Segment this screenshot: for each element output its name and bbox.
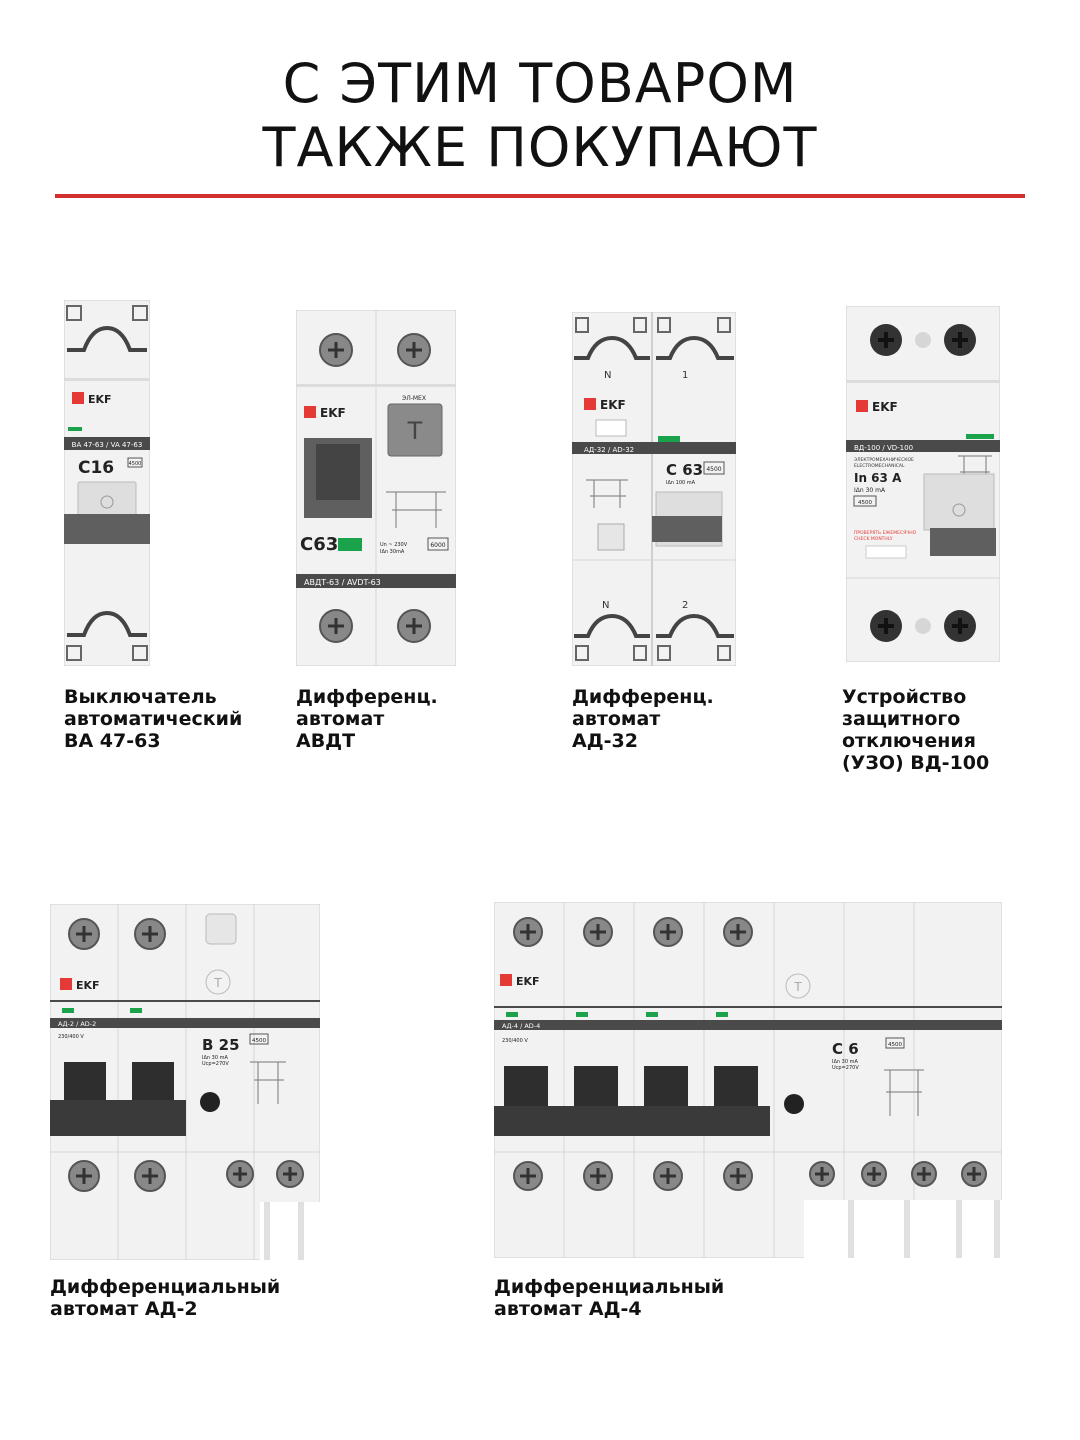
product-title-line: защитного bbox=[842, 708, 961, 730]
product-title-line: автомат bbox=[572, 708, 661, 730]
test-button[interactable]: T bbox=[794, 980, 802, 994]
brand-logo: EKF bbox=[516, 975, 540, 988]
brand-logo: EKF bbox=[600, 398, 626, 412]
brand-logo: EKF bbox=[88, 393, 112, 406]
product-title-line: автомат АД-4 bbox=[494, 1298, 642, 1320]
product-image-avdt[interactable] bbox=[296, 310, 456, 666]
product-card-va-47-63[interactable] bbox=[64, 300, 150, 666]
leakage-label: IΔn 30 mA bbox=[832, 1059, 858, 1065]
rating-label: С63 bbox=[300, 534, 339, 555]
rating-label: С16 bbox=[78, 458, 115, 478]
capacity-badge: 4500 bbox=[858, 500, 872, 506]
screw-terminal-icon bbox=[398, 334, 430, 366]
title-line-2: ТАКЖЕ ПОКУПАЮТ bbox=[262, 116, 818, 179]
rating-label: C 63 bbox=[666, 461, 704, 479]
test-button[interactable]: T bbox=[407, 417, 423, 445]
screw-terminal-icon bbox=[398, 610, 430, 642]
type-label: ЭЛ-МЕХ bbox=[402, 395, 426, 402]
warning-label-en: CHECK MONTHLY bbox=[854, 537, 893, 542]
voltage-cp-label: Ucp=270V bbox=[202, 1061, 229, 1067]
screw-terminal-icon bbox=[912, 1162, 936, 1186]
voltage-cp-label: Ucp=270V bbox=[832, 1065, 859, 1071]
type-label-en: ELECTROMECHANICAL bbox=[854, 464, 905, 469]
product-title-line: Выключатель bbox=[64, 686, 217, 708]
title-line-1: С ЭТИМ ТОВАРОМ bbox=[282, 52, 798, 115]
screw-terminal-icon bbox=[135, 919, 165, 949]
product-title-line: Устройство bbox=[842, 686, 967, 708]
product-image-ad-4[interactable] bbox=[494, 902, 1002, 1258]
warning-label-ru: ПРОВЕРЯТЬ ЕЖЕМЕСЯЧНО bbox=[854, 531, 917, 536]
product-title-line: отключения bbox=[842, 730, 976, 752]
brand-logo: EKF bbox=[320, 406, 346, 420]
product-card-ad-4[interactable] bbox=[494, 902, 1002, 1258]
product-image-vd-100[interactable] bbox=[846, 306, 1000, 662]
screw-terminal-icon bbox=[654, 1162, 682, 1190]
model-label: АД-32 / AD-32 bbox=[584, 446, 635, 454]
capacity-badge: 4500 bbox=[706, 466, 722, 473]
product-title-ad-2[interactable] bbox=[50, 1276, 280, 1320]
model-label: ВД-100 / VD-100 bbox=[854, 444, 914, 452]
product-title-ad-32[interactable] bbox=[572, 686, 714, 752]
product-title-line: ВА 47-63 bbox=[64, 730, 161, 752]
product-title-vd-100[interactable] bbox=[842, 686, 989, 774]
terminal-label: 2 bbox=[682, 600, 689, 611]
screw-terminal-icon bbox=[944, 610, 976, 642]
product-card-ad-32[interactable] bbox=[572, 312, 736, 666]
screw-terminal-icon bbox=[810, 1162, 834, 1186]
product-title-ad-4[interactable] bbox=[494, 1276, 724, 1320]
voltage-label: 230/400 V bbox=[58, 1034, 84, 1040]
leakage-label: IΔn 30 mA bbox=[854, 487, 886, 494]
screw-terminal-icon bbox=[320, 610, 352, 642]
product-title-line: автоматический bbox=[64, 708, 243, 730]
capacity-badge: 6000 bbox=[430, 542, 446, 549]
screw-terminal-icon bbox=[514, 918, 542, 946]
screw-terminal-icon bbox=[69, 919, 99, 949]
product-title-line: АД-32 bbox=[572, 730, 638, 752]
product-title-line: Дифференциальный bbox=[494, 1276, 725, 1298]
leakage-label: IΔn 100 mA bbox=[666, 480, 696, 486]
rating-label: B 25 bbox=[202, 1036, 240, 1054]
screw-terminal-icon bbox=[227, 1161, 253, 1187]
screw-terminal-icon bbox=[962, 1162, 986, 1186]
screw-terminal-icon bbox=[870, 324, 902, 356]
product-title-va-47-63[interactable] bbox=[64, 686, 242, 752]
voltage-label: 230/400 V bbox=[502, 1038, 528, 1044]
product-card-vd-100[interactable] bbox=[846, 306, 1000, 662]
screw-terminal-icon bbox=[862, 1162, 886, 1186]
capacity-badge: 4500 bbox=[128, 461, 142, 467]
voltage-label: Un ~ 230V bbox=[380, 542, 408, 548]
product-image-va-47-63[interactable] bbox=[64, 300, 150, 666]
screw-terminal-icon bbox=[584, 918, 612, 946]
product-image-ad-32[interactable] bbox=[572, 312, 736, 666]
model-label: АВДТ-63 / AVDT-63 bbox=[304, 578, 381, 587]
product-image-ad-2[interactable] bbox=[50, 904, 320, 1260]
capacity-badge: 4500 bbox=[888, 1042, 902, 1048]
title-divider bbox=[55, 194, 1025, 198]
test-button[interactable]: T bbox=[214, 976, 222, 990]
brand-logo: EKF bbox=[76, 979, 100, 992]
screw-terminal-icon bbox=[654, 918, 682, 946]
model-label: ВА 47-63 / VA 47-63 bbox=[71, 441, 143, 449]
product-title-avdt[interactable] bbox=[296, 686, 438, 752]
product-title-line: автомат АД-2 bbox=[50, 1298, 198, 1320]
terminal-label: N bbox=[604, 370, 612, 381]
product-title-line: АВДТ bbox=[296, 730, 356, 752]
product-title-line: Дифференц. bbox=[572, 686, 714, 708]
model-label: АД-4 / AD-4 bbox=[502, 1022, 541, 1030]
screw-terminal-icon bbox=[277, 1161, 303, 1187]
rating-label: C 6 bbox=[832, 1040, 859, 1058]
product-card-avdt[interactable] bbox=[296, 310, 456, 666]
terminal-label: 1 bbox=[682, 370, 689, 381]
screw-terminal-icon bbox=[320, 334, 352, 366]
screw-terminal-icon bbox=[584, 1162, 612, 1190]
screw-terminal-icon bbox=[724, 918, 752, 946]
product-card-ad-2[interactable] bbox=[50, 904, 320, 1260]
screw-terminal-icon bbox=[135, 1161, 165, 1191]
product-title-line: Дифференц. bbox=[296, 686, 438, 708]
leakage-label: IΔn 30mA bbox=[380, 549, 405, 555]
type-label-ru: ЭЛЕКТРОМЕХАНИЧЕСКОЕ bbox=[854, 458, 914, 463]
brand-logo: EKF bbox=[872, 400, 898, 414]
page-title bbox=[0, 52, 1080, 180]
screw-terminal-icon bbox=[944, 324, 976, 356]
terminal-label: N bbox=[602, 600, 610, 611]
product-title-line: Дифференциальный bbox=[50, 1276, 281, 1298]
leakage-label: IΔn 30 mA bbox=[202, 1055, 228, 1061]
capacity-badge: 4500 bbox=[252, 1038, 266, 1044]
model-label: АД-2 / AD-2 bbox=[58, 1020, 97, 1028]
screw-terminal-icon bbox=[724, 1162, 752, 1190]
screw-terminal-icon bbox=[69, 1161, 99, 1191]
screw-terminal-icon bbox=[514, 1162, 542, 1190]
product-title-line: автомат bbox=[296, 708, 385, 730]
rating-label: In 63 A bbox=[854, 471, 902, 485]
screw-terminal-icon bbox=[870, 610, 902, 642]
product-title-line: (УЗО) ВД-100 bbox=[842, 752, 990, 774]
